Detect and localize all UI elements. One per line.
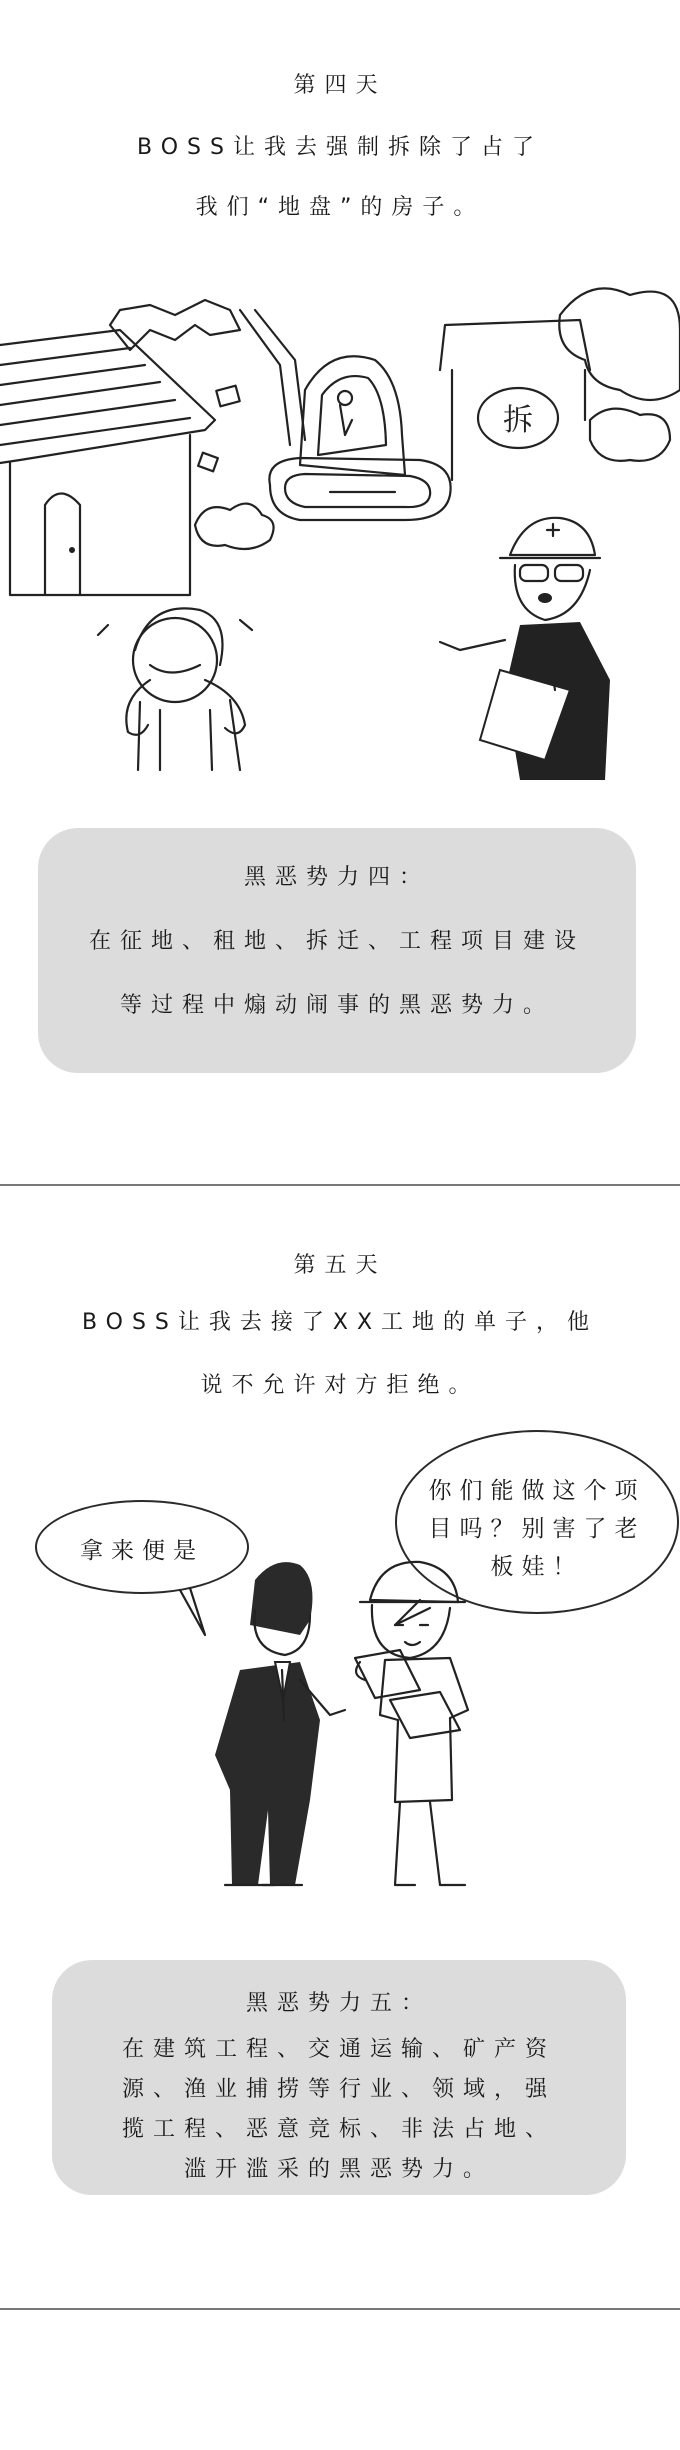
bubble-left-text: 拿来便是 bbox=[80, 1538, 204, 1564]
box5-line1: 在建筑工程、交通运输、矿产资 bbox=[121, 2037, 556, 2062]
bubble-right-line1: 你们能做这个项 bbox=[428, 1478, 646, 1504]
box4-line1: 在征地、租地、拆迁、工程项目建设 bbox=[88, 929, 585, 954]
box5-line3: 揽工程、恶意竞标、非法占地、 bbox=[121, 2117, 556, 2142]
black-force-five-box bbox=[52, 1960, 626, 2195]
box4-title: 黑恶势力四： bbox=[243, 865, 430, 890]
day4-caption-line2: 我们“地盘”的房子。 bbox=[195, 195, 485, 220]
day5-title: 第五天 bbox=[293, 1253, 387, 1278]
box5-line2: 源、渔业捕捞等行业、领域，强 bbox=[121, 2077, 556, 2102]
demolish-sign-text: 拆 bbox=[503, 403, 533, 438]
day4-title: 第四天 bbox=[293, 73, 387, 98]
black-force-four-box bbox=[38, 828, 636, 1073]
bubble-right-line3: 板娃！ bbox=[490, 1554, 584, 1580]
day5-caption-line1: BOSS让我去接了XX工地的单子，他 bbox=[81, 1310, 599, 1335]
bottom-divider bbox=[0, 2308, 680, 2310]
section-divider bbox=[0, 1184, 680, 1186]
box5-line4: 滥开滥采的黑恶势力。 bbox=[183, 2157, 494, 2182]
box4-line2: 等过程中煽动闹事的黑恶势力。 bbox=[119, 993, 554, 1018]
day5-caption-line2: 说不允许对方拒绝。 bbox=[200, 1373, 480, 1398]
day4-caption-line1: BOSS让我去强制拆除了占了 bbox=[137, 135, 543, 160]
bubble-right-line2: 目吗？别害了老 bbox=[428, 1516, 646, 1542]
demolition-illustration bbox=[0, 270, 680, 780]
contract-illustration bbox=[0, 1540, 680, 1920]
box5-title: 黑恶势力五： bbox=[245, 1991, 432, 2016]
